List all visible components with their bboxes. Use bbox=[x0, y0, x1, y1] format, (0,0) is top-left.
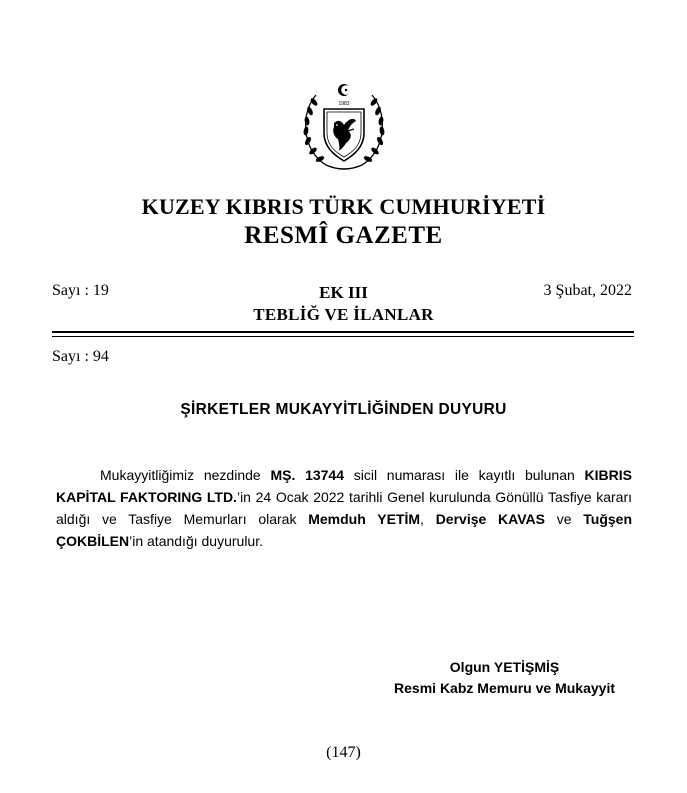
country-title: KUZEY KIBRIS TÜRK CUMHURİYETİ bbox=[141, 194, 546, 219]
header-divider-thick bbox=[52, 331, 634, 333]
publication-title: RESMÎ GAZETE bbox=[244, 222, 443, 249]
issue-number: Sayı : 19 bbox=[52, 282, 109, 299]
body-text-2: sicil numarası ile kayıtlı bulunan bbox=[344, 467, 585, 483]
state-emblem-icon bbox=[296, 81, 392, 175]
body-text-6: ’in atandığı duyurulur. bbox=[129, 533, 263, 549]
signature-block bbox=[394, 657, 615, 699]
signatory-title: Resmi Kabz Memuru ve Mukayyit bbox=[394, 680, 615, 696]
header-divider-thin bbox=[52, 336, 634, 337]
svg-text:1983: 1983 bbox=[338, 101, 350, 107]
body-text-5: ve bbox=[544, 511, 584, 527]
section-code: EK III bbox=[319, 283, 368, 302]
notice-body bbox=[56, 464, 632, 552]
body-text-1: Mukayyitliğimiz nezdinde bbox=[100, 467, 271, 483]
notice-title: ŞİRKETLER MUKAYYİTLİĞİNDEN DUYURU bbox=[180, 401, 507, 418]
body-text-4: , bbox=[420, 511, 436, 527]
page-number: (147) bbox=[326, 744, 361, 761]
signatory-name: Olgun YETİŞMİŞ bbox=[449, 659, 560, 675]
registry-number: MŞ. 13744 bbox=[270, 467, 344, 483]
section-title: TEBLİĞ VE İLANLAR bbox=[253, 305, 434, 324]
company-name: KIBRIS KAPİTAL FAKTORING LTD. bbox=[56, 467, 632, 505]
liquidator-1: Memduh YETİM bbox=[308, 511, 421, 527]
liquidator-3: Tuğşen ÇOKBİLEN bbox=[56, 511, 632, 549]
body-text-3: ’in 24 Ocak 2022 tarihli Genel kurulunda Gönüllü Tasfiye kararı aldığı ve Tasfiye Memurları olarak bbox=[56, 489, 632, 527]
notice-number: Sayı : 94 bbox=[52, 348, 109, 365]
liquidator-2: Dervişe KAVAS bbox=[435, 511, 545, 527]
issue-date: 3 Şubat, 2022 bbox=[543, 282, 632, 299]
